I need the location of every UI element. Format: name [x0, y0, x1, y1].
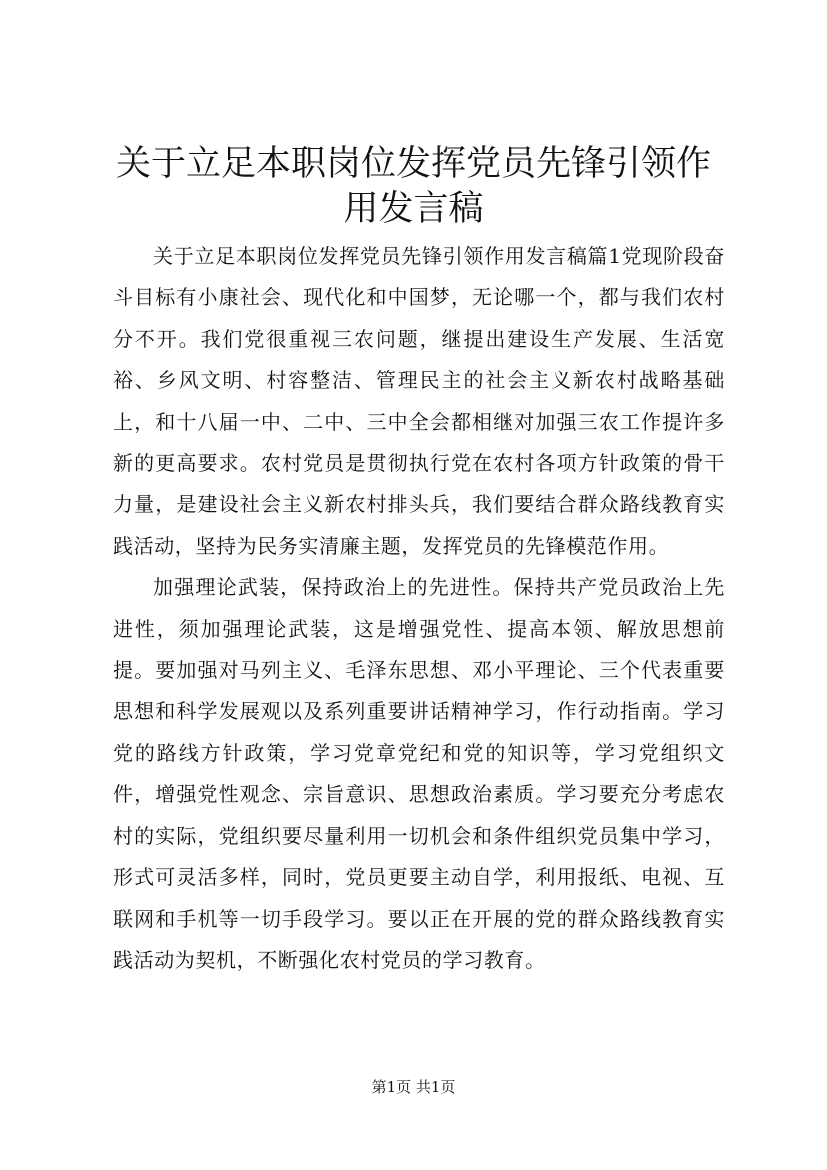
document-body: [113, 236, 725, 981]
page-footer: 第1页 共1页: [371, 1078, 456, 1096]
paragraph-2: 加强理论武装，保持政治上的先进性。保持共产党员政治上先进性，须加强理论武装，这是增强党性、提高本领、解放思想前提。要加强对马列主义、毛泽东思想、邓小平理论、三个代表重要思想和科学发展观以及系列重要讲话精神学习，作行动指南。学习党的路线方针政策，学习党章党纪和党的知识等，学习党组织文件，增强党性观念、宗旨意识、思想政治素质。学习要充分考虑农村的实际，党组织要尽量利用一切机会和条件组织党员集中学习，形式可灵活多样，同时，党员更要主动自学，利用报纸、电视、互联网和手机等一切手段学习。要以正在开展的党的群众路线教育实践活动为契机，不断强化农村党员的学习教育。: [113, 575, 725, 972]
document-title: 关于立足本职岗位发挥党员先锋引领作用发言稿: [115, 144, 711, 229]
paragraph-1: 关于立足本职岗位发挥党员先锋引领作用发言稿篇1党现阶段奋斗目标有小康社会、现代化和中国梦，无论哪一个，都与我们农村分不开。我们党很重视三农问题，继提出建设生产发展、生活宽裕、乡风文明、村容整洁、管理民主的社会主义新农村战略基础上，和十八届一中、二中、三中全会都相继对加强三农工作提许多新的更高要求。农村党员是贯彻执行党在农村各项方针政策的骨干力量，是建设社会主义新农村排头兵，我们要结合群众路线教育实践活动，坚持为民务实清廉主题，发挥党员的先锋模范作用。: [113, 244, 725, 558]
